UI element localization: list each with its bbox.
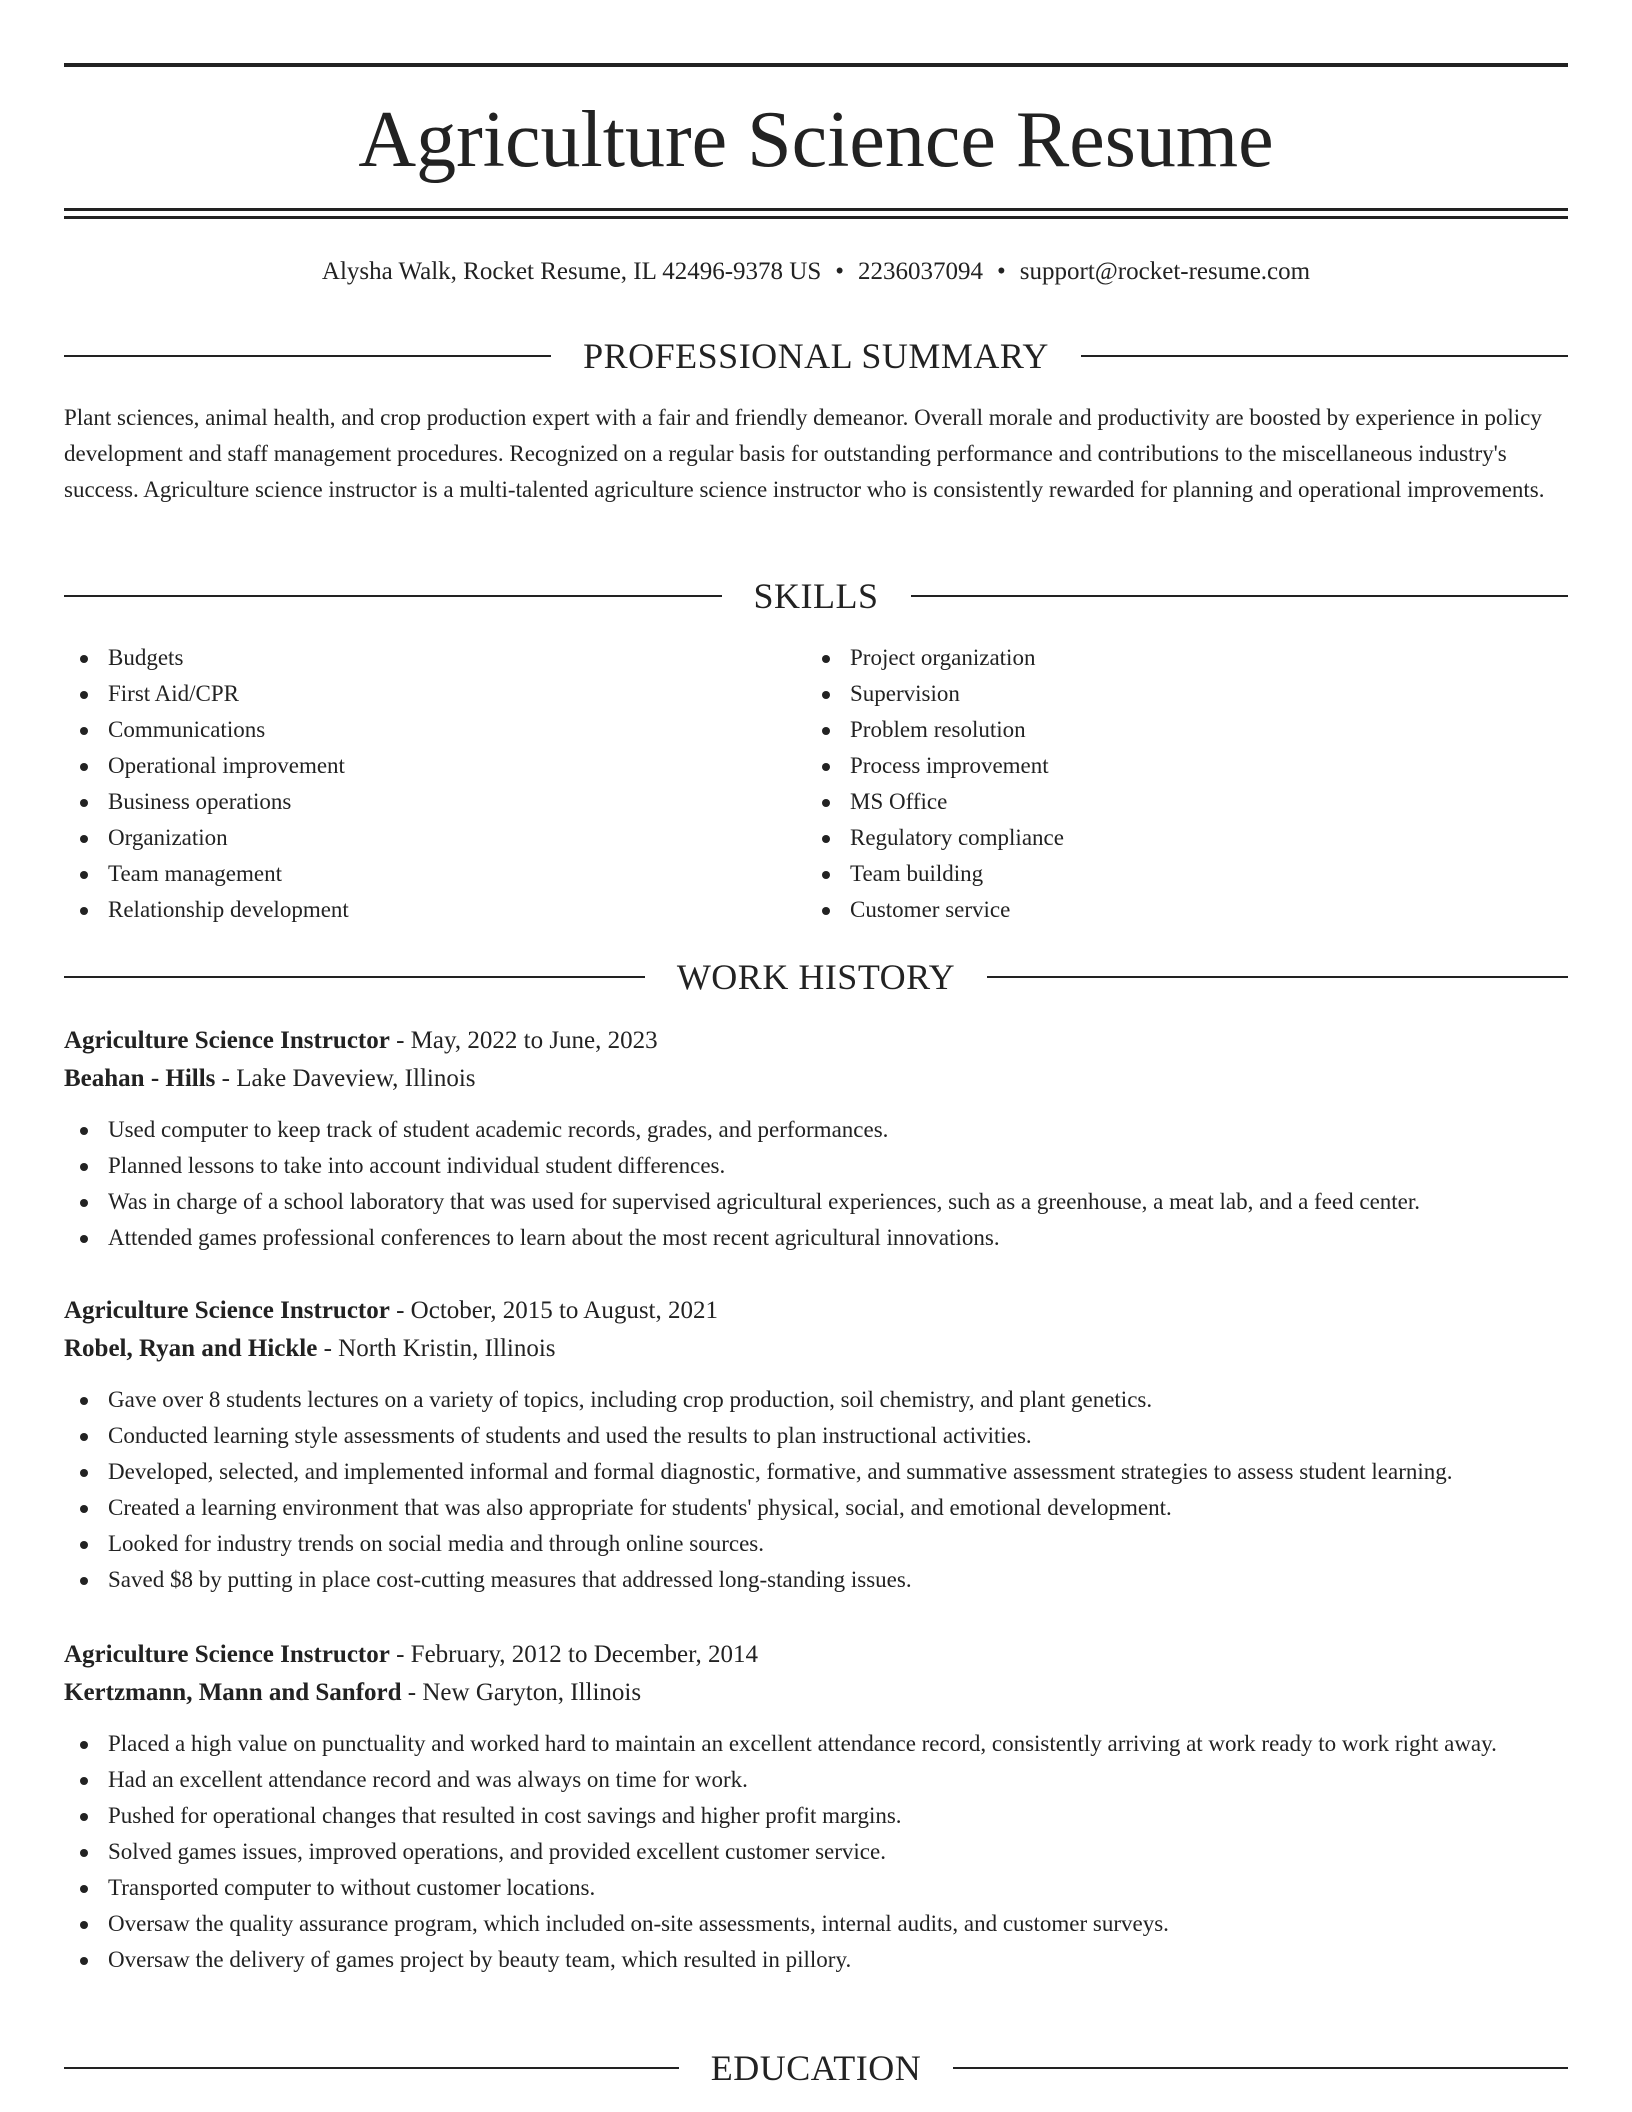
job-company: Beahan - Hills — [64, 1065, 216, 1092]
skills-column-left — [64, 640, 806, 928]
contact-separator: • — [997, 258, 1006, 285]
work-history-heading-label: WORK HISTORY — [676, 957, 956, 997]
job-duty-item: Oversaw the delivery of games project by beauty team, which resulted in pillory. — [64, 1942, 1568, 1978]
skill-item: Organization — [64, 820, 806, 856]
job-duties — [64, 1382, 1568, 1598]
job-duty-item: Created a learning environment that was also appropriate for students' physical, social, and emotional development. — [64, 1490, 1568, 1526]
heading-rule — [64, 2067, 679, 2069]
job-location: - New Garyton, Illinois — [401, 1679, 642, 1706]
job-title: Agriculture Science Instructor — [64, 1297, 390, 1324]
job-dates: - May, 2022 to June, 2023 — [389, 1027, 658, 1054]
job-title-line — [64, 1636, 1568, 1674]
contact-phone: 2236037094 — [858, 258, 984, 285]
skill-item: Team building — [806, 856, 1548, 892]
skill-item: Relationship development — [64, 892, 806, 928]
job-location: - Lake Daveview, Illinois — [215, 1065, 476, 1092]
contact-separator: • — [835, 258, 845, 285]
skill-item: Business operations — [64, 784, 806, 820]
job-duty-item: Used computer to keep track of student academic records, grades, and performances. — [64, 1112, 1568, 1148]
heading-rule — [64, 595, 722, 597]
heading-rule — [987, 976, 1568, 978]
job-company: Robel, Ryan and Hickle — [64, 1335, 318, 1362]
job-title: Agriculture Science Instructor — [64, 1027, 390, 1054]
heading-rule — [1081, 355, 1568, 357]
job-location: - North Kristin, Illinois — [317, 1335, 556, 1362]
contact-email: support@rocket-resume.com — [1019, 258, 1311, 285]
title-rule-lower — [64, 216, 1568, 219]
job-duty-item: Had an excellent attendance record and was always on time for work. — [64, 1762, 1568, 1798]
job-entry — [64, 1022, 1568, 1256]
job-duty-item: Placed a high value on punctuality and worked hard to maintain an excellent attendance record, consistently arriving at work ready to work right away. — [64, 1726, 1568, 1762]
job-title-line — [64, 1292, 1568, 1330]
job-duty-item: Developed, selected, and implemented informal and formal diagnostic, formative, and summative assessment strategies to assess student learning. — [64, 1454, 1568, 1490]
skill-item: Problem resolution — [806, 712, 1548, 748]
job-duties — [64, 1726, 1568, 1978]
skills-column-right — [806, 640, 1548, 928]
job-duty-item: Looked for industry trends on social media and through online sources. — [64, 1526, 1568, 1562]
job-company-line — [64, 1674, 1568, 1712]
professional-summary: Plant sciences, animal health, and crop production expert with a fair and friendly demeanor. Overall morale and productivity are boosted by experience in policy development and staff management procedures. Recognized on a regular basis for outstanding performance and contributions to the miscellaneous industry's success. Agriculture science instructor is a multi-talented agriculture science instructor who is consistently rewarded for planning and operational improvements. — [64, 405, 1545, 502]
skill-item: MS Office — [806, 784, 1548, 820]
work-history-heading — [64, 955, 1568, 999]
skill-item: Team management — [64, 856, 806, 892]
skill-item: Regulatory compliance — [806, 820, 1548, 856]
heading-rule — [64, 355, 551, 357]
job-dates: - February, 2012 to December, 2014 — [389, 1641, 758, 1668]
job-duty-item: Transported computer to without customer locations. — [64, 1870, 1568, 1906]
education-heading-label: EDUCATION — [710, 2048, 922, 2088]
top-rule — [64, 63, 1568, 67]
resume-title: Agriculture Science Resume — [358, 96, 1274, 184]
job-entry — [64, 1292, 1568, 1598]
job-duty-item: Solved games issues, improved operations, and provided excellent customer service. — [64, 1834, 1568, 1870]
job-title: Agriculture Science Instructor — [64, 1641, 390, 1668]
skill-item: Budgets — [64, 640, 806, 676]
skill-item: Communications — [64, 712, 806, 748]
job-duty-item: Gave over 8 students lectures on a variety of topics, including crop production, soil chemistry, and plant genetics. — [64, 1382, 1568, 1418]
job-duty-item: Attended games professional conferences to learn about the most recent agricultural innovations. — [64, 1220, 1568, 1256]
skill-item: Process improvement — [806, 748, 1548, 784]
skill-item: Supervision — [806, 676, 1548, 712]
job-duty-item: Oversaw the quality assurance program, which included on-site assessments, internal audits, and customer surveys. — [64, 1906, 1568, 1942]
contact-line — [64, 256, 1568, 288]
job-company-line — [64, 1060, 1568, 1098]
job-title-line — [64, 1022, 1568, 1060]
title-rule-upper — [64, 208, 1568, 211]
skills-list — [64, 640, 1568, 928]
job-company-line — [64, 1330, 1568, 1368]
heading-rule — [953, 2067, 1568, 2069]
job-duty-item: Conducted learning style assessments of students and used the results to plan instructional activities. — [64, 1418, 1568, 1454]
job-dates: - October, 2015 to August, 2021 — [389, 1297, 718, 1324]
education-heading — [64, 2046, 1568, 2090]
skill-item: First Aid/CPR — [64, 676, 806, 712]
summary-heading — [64, 334, 1568, 378]
skills-heading — [64, 574, 1568, 618]
job-duty-item: Was in charge of a school laboratory that was used for supervised agricultural experiences, such as a greenhouse, a meat lab, and a feed center. — [64, 1184, 1568, 1220]
job-duty-item: Pushed for operational changes that resulted in cost savings and higher profit margins. — [64, 1798, 1568, 1834]
summary-heading-label: PROFESSIONAL SUMMARY — [583, 336, 1049, 376]
job-duties — [64, 1112, 1568, 1256]
job-duty-item: Saved $8 by putting in place cost-cutting measures that addressed long-standing issues. — [64, 1562, 1568, 1598]
job-entry — [64, 1636, 1568, 1978]
heading-rule — [64, 976, 645, 978]
skill-item: Customer service — [806, 892, 1548, 928]
skills-heading-label: SKILLS — [753, 576, 879, 616]
job-duty-item: Planned lessons to take into account individual student differences. — [64, 1148, 1568, 1184]
job-company: Kertzmann, Mann and Sanford — [64, 1679, 402, 1706]
skill-item: Project organization — [806, 640, 1548, 676]
contact-address: Alysha Walk, Rocket Resume, IL 42496-9378 US — [321, 258, 822, 285]
heading-rule — [911, 595, 1569, 597]
skill-item: Operational improvement — [64, 748, 806, 784]
